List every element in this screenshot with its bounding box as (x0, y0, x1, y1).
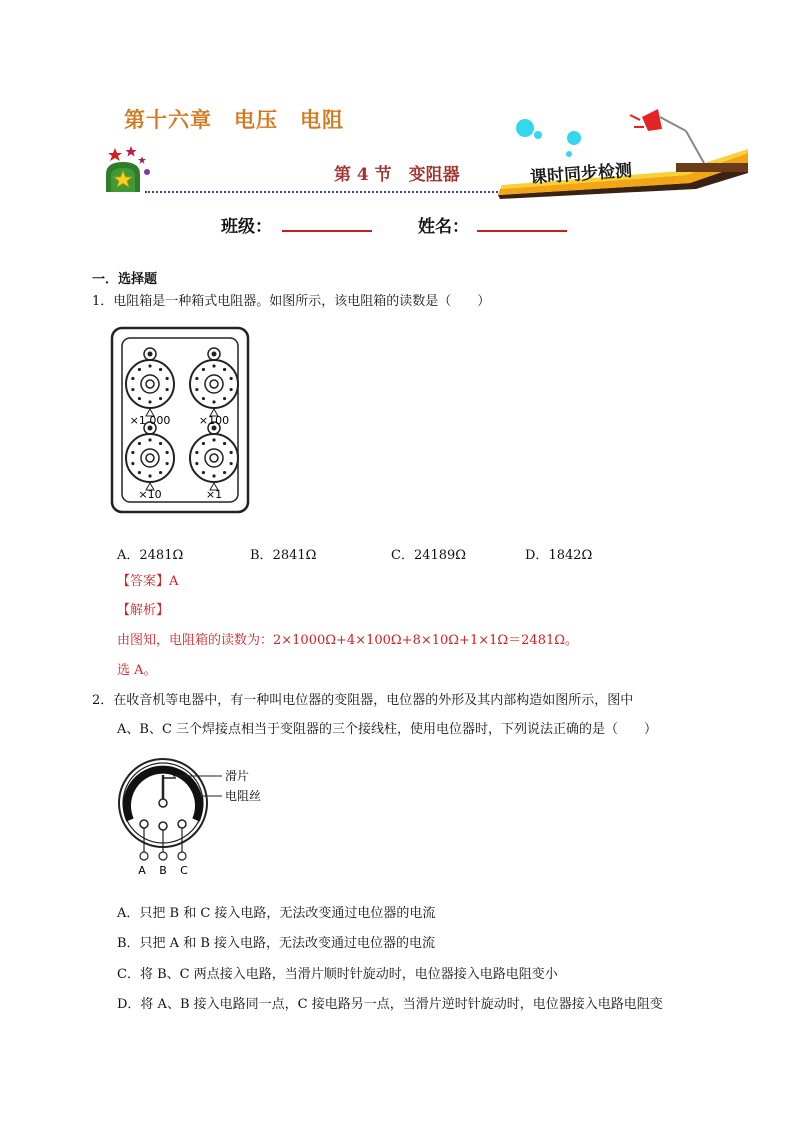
q2-option-c[interactable]: C．将 B、C 两点接入电路，当滑片顺时针旋动时，电位器接入电路电阻变小 (117, 967, 558, 982)
desk-lamp-icon (630, 109, 704, 163)
bubble-icon (516, 119, 534, 137)
q1-option-c[interactable]: C．24189Ω (391, 548, 467, 563)
header-divider (145, 191, 505, 193)
banner-graphic (490, 105, 752, 200)
chapter-title: 第十六章 电压 电阻 (124, 107, 344, 132)
q2-option-a[interactable]: A．只把 B 和 C 接入电路，无法改变通过电位器的电流 (117, 906, 436, 921)
terminal-a-label: A (138, 864, 146, 877)
terminal-b-label: B (159, 864, 167, 877)
wire-label: 电阻丝 (225, 789, 262, 803)
name-field[interactable] (477, 230, 567, 232)
class-label: 班级： (221, 217, 272, 237)
slider-label: 滑片 (225, 769, 250, 783)
section-title: 第 4 节 变阻器 (334, 165, 460, 185)
q2-option-b[interactable]: B．只把 A 和 B 接入电路，无法改变通过电位器的电流 (117, 936, 436, 951)
q1-analysis-text: 由图知，电阻箱的读数为：2×1000Ω+4×100Ω+8×10Ω+1×1Ω＝2481Ω。 (117, 633, 579, 648)
dial-multiplier-label: ×10 (138, 488, 162, 501)
q1-option-a[interactable]: A．2481Ω (117, 548, 184, 563)
class-field[interactable] (282, 230, 372, 232)
resistance-box-figure (110, 326, 250, 514)
red-star-icon (126, 146, 137, 157)
dial-icon (126, 348, 174, 416)
terminal-c-label: C (180, 864, 188, 877)
q1-option-b[interactable]: B．2841Ω (250, 548, 317, 563)
q2-option-d[interactable]: D．将 A、B 接入电路同一点，C 接电路另一点，当滑片逆时针旋动时，电位器接入电路电阻变 (117, 997, 663, 1012)
dial-multiplier-label: ×1 (205, 488, 223, 501)
red-star-icon (138, 156, 146, 164)
q1-analysis-label: 【解析】 (117, 603, 170, 618)
name-label: 姓名： (418, 217, 469, 237)
dial-icon (190, 348, 238, 416)
banner-label: 课时同步检测 (529, 160, 633, 188)
q1-stem: 1．电阻箱是一种箱式电阻器。如图所示，该电阻箱的读数是（ ） (92, 294, 491, 309)
q2-stem-line-1: 2．在收音机等电器中，有一种叫电位器的变阻器，电位器的外形及其内部构造如图所示，图中 (92, 693, 634, 708)
q1-conclusion: 选 A。 (117, 663, 157, 678)
dial-icon (190, 422, 238, 490)
q1-answer: 【答案】A (117, 574, 179, 589)
potentiometer-figure (112, 748, 298, 880)
q2-stem-line-2: A、B、C 三个焊接点相当于变阻器的三个接线柱，使用电位器时，下列说法正确的是（ ） (117, 722, 658, 737)
dial-icon (126, 422, 174, 490)
section-heading: 一．选择题 (92, 272, 158, 287)
q1-option-d[interactable]: D．1842Ω (525, 548, 593, 563)
header-logo (98, 140, 158, 198)
dial-multiplier-label: ×100 (198, 414, 230, 427)
dial-multiplier-label: ×1 000 (129, 414, 171, 427)
red-star-icon (108, 148, 122, 161)
